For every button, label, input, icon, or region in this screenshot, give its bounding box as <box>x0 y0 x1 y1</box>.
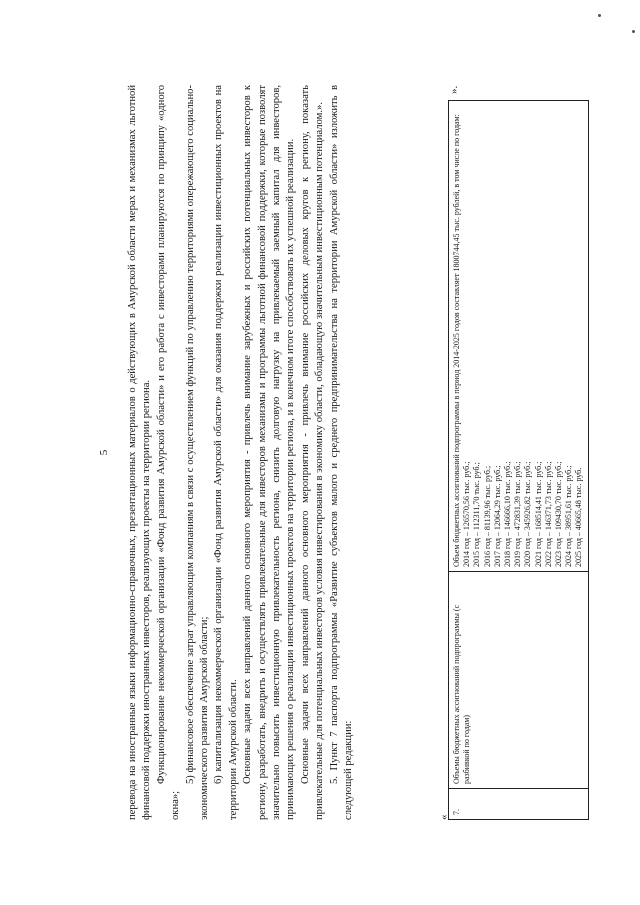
scan-speck <box>598 14 601 17</box>
budget-year-item: 2021 год – 168514,41 тыс. руб.; <box>533 461 543 567</box>
paragraph: Функционирование некоммерческой организации «Фонд развития Амурской области» и его работа с инвесторами планируются по принципу «одного окна»; <box>155 85 182 820</box>
budget-year-item: 2017 год – 12064,29 тыс. руб.; <box>492 465 502 567</box>
paragraph: Основные задачи всех направлений данного основного мероприятия - привлечь внимание российских деловых кругов к региону, показать привлекательные для потенциальных инвесторов условия инвестирования в экономику области, обладающую значительным инвестиционным потенциалом.». <box>299 85 326 820</box>
budget-year-item: 2016 год – 81139,96 тыс. руб.; <box>482 465 492 567</box>
budget-year-item: 2020 год – 345926,82 тыс. руб.; <box>523 461 533 567</box>
budget-year-item: 2019 год – 472831,39 тыс. руб.; <box>513 461 523 567</box>
page-number: 5 <box>98 449 110 456</box>
paragraph: Основные задачи всех направлений данного основного мероприятия - привлечь внимание зарубежных и российских потенциальных инвесторов к региону, разработать, внедрить и осуществлять привлекательные для инвесторов механизмы и программы льготной финансовой поддержки, которые позволят значительно повысить инвестиционную привлекательность региона, снизить долговую нагрузку на привлекаемый заемный капитал для инвесторов, принимающих решения о реализации инвестиционных проектов на территории региона, и в конечном итоге способствовать их успешной реализации. <box>242 85 297 820</box>
paragraph: 5. Пункт 7 паспорта подпрограммы «Развитие субъектов малого и среднего предпринимательства на территории Амурской области» изложить в следующей редакции: <box>328 85 355 820</box>
paragraph: 5) финансовое обеспечение затрат управляющим компаниям в связи с осуществлением функций по управлению территориями опережающего социально-экономического развития Амурской области; <box>184 85 211 820</box>
table-row <box>449 101 589 820</box>
budget-table <box>448 100 589 820</box>
budget-year-item: 2015 год – 112311,70 тыс. руб.; <box>472 462 482 567</box>
row-name: Объемы бюджетных ассигнований подпрограммы (с разбивкой по годам) <box>449 572 589 789</box>
rotated-page <box>90 85 630 820</box>
scan-speck <box>632 30 635 33</box>
paragraph: перевода на иностранные языки информационно-справочных, презентационных материалов о действующих в Амурской области мерах и механизмах льготной финансовой поддержки иностранных инвесторов, реализующих проекты на территории региона. <box>127 85 153 820</box>
budget-year-item: 2018 год – 146666,10 тыс. руб.; <box>503 461 513 567</box>
table-close-quote: ». <box>448 85 460 94</box>
budget-year-item: 2014 год – 126570,56 тыс. руб.; <box>462 461 472 567</box>
budget-summary: Объем бюджетных ассигнований подпрограммы в период 2014-2025 годов составляет 1800744,45 тыс. рублей, в том числе по годам: <box>452 114 461 567</box>
row-value <box>449 101 589 572</box>
budget-year-item: 2022 год – 146371,73 тыс. руб.; <box>543 461 553 567</box>
budget-year-item: 2023 год – 109430,70 тыс. руб.; <box>554 461 564 567</box>
document-body <box>126 85 357 820</box>
paragraph: 6) капитализация некоммерческой организации «Фонд развития Амурской области» для оказания поддержки реализации инвестиционных проектов на территории Амурской области. <box>213 85 239 820</box>
table-open-quote: « <box>438 814 450 820</box>
row-number: 7. <box>449 789 589 820</box>
budget-year-item: 2024 год – 38951,61 тыс. руб.; <box>564 465 574 567</box>
budget-year-item: 2025 год – 40665,48 тыс. руб. <box>574 467 584 567</box>
budget-years <box>462 105 584 567</box>
